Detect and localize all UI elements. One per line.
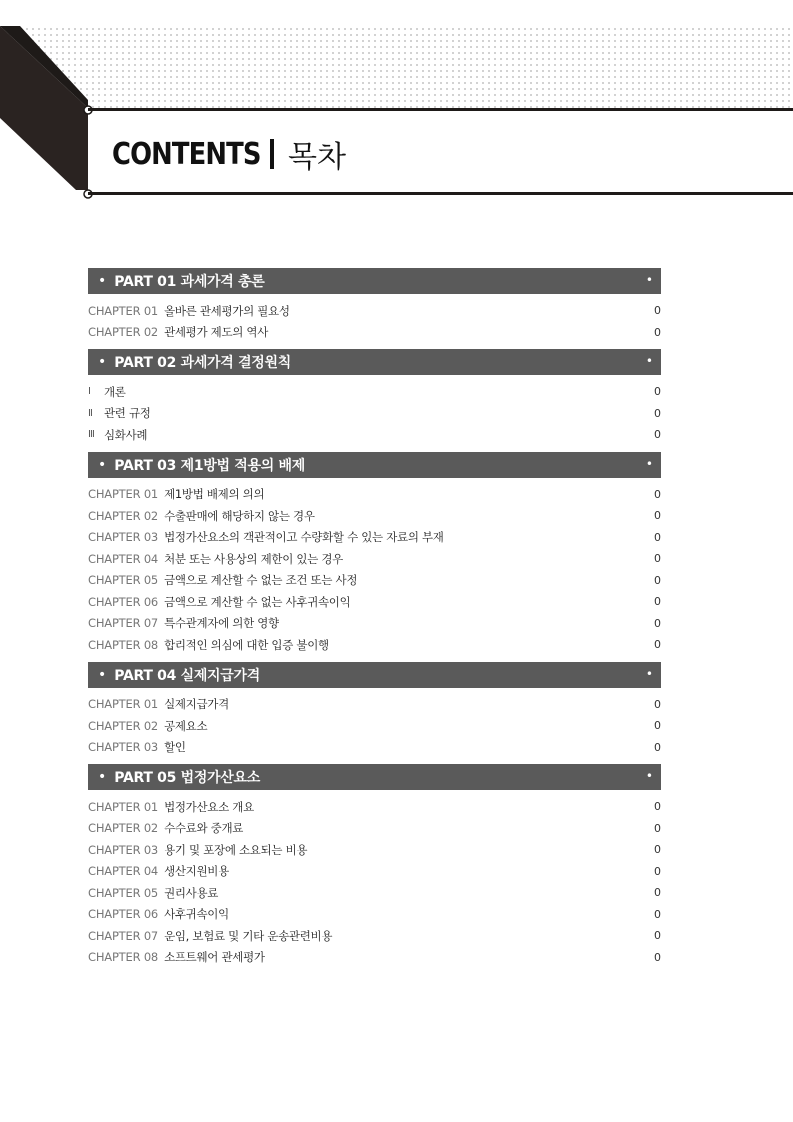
part-header[interactable] <box>88 662 661 688</box>
part-header[interactable] <box>88 349 661 375</box>
entry-title: 관세평가 제도의 역사 <box>164 325 269 340</box>
entry-title: 금액으로 계산할 수 없는 조건 또는 사정 <box>164 573 358 588</box>
page-number: 0 <box>654 843 661 856</box>
page-title-english: CONTENTS <box>112 136 261 172</box>
entry-prefix: CHAPTER 04 <box>88 551 159 566</box>
page-number: 0 <box>654 907 661 921</box>
entry-prefix: CHAPTER 07 <box>88 928 159 943</box>
toc-entry[interactable] <box>88 715 661 737</box>
page-number: 0 <box>654 950 661 964</box>
table-of-contents <box>88 268 661 974</box>
toc-entry[interactable] <box>88 505 661 527</box>
entry-prefix: CHAPTER 01 <box>88 487 159 502</box>
entry-title: 운임, 보험료 및 기타 운송관련비용 <box>164 928 333 943</box>
page-number: 0 <box>654 552 661 565</box>
entry-title: 심화사례 <box>104 427 148 442</box>
entry-title: 개론 <box>104 384 126 399</box>
toc-entry[interactable] <box>88 548 661 570</box>
page-title-korean: 목차 <box>288 140 346 175</box>
toc-entry[interactable] <box>88 947 661 969</box>
toc-entry[interactable] <box>88 818 661 840</box>
entry-title: 할인 <box>164 740 186 755</box>
page-number: 0 <box>654 428 661 441</box>
entry-title: 수출판매에 해당하지 않는 경우 <box>164 508 315 523</box>
part-header[interactable] <box>88 268 661 294</box>
page-number: 0 <box>654 697 661 711</box>
toc-entry[interactable] <box>88 484 661 506</box>
entry-title: 사후귀속이익 <box>164 907 229 922</box>
page-number: 0 <box>654 304 661 317</box>
bullet-icon: • <box>98 354 107 370</box>
entry-title: 수수료와 중개료 <box>164 821 244 836</box>
toc-entry[interactable] <box>88 527 661 549</box>
bullet-icon: • <box>98 273 107 289</box>
header-top-rule <box>88 108 793 111</box>
entry-prefix: CHAPTER 05 <box>88 885 159 900</box>
entry-prefix: CHAPTER 08 <box>88 950 159 965</box>
dot-icon: • <box>645 456 653 471</box>
entry-title: 처분 또는 사용상의 제한이 있는 경우 <box>164 551 343 566</box>
page-number: 0 <box>654 929 661 942</box>
toc-entry[interactable] <box>88 322 661 344</box>
entry-prefix: CHAPTER 04 <box>88 864 159 879</box>
entry-prefix: CHAPTER 01 <box>88 303 159 318</box>
entry-prefix: Ⅱ <box>88 407 93 419</box>
toc-entry[interactable] <box>88 591 661 613</box>
page-number: 0 <box>654 821 661 835</box>
part-title: PART 03 제1방법 적용의 배제 <box>114 457 305 474</box>
toc-entry[interactable] <box>88 796 661 818</box>
toc-entry[interactable] <box>88 882 661 904</box>
entry-prefix: CHAPTER 02 <box>88 325 159 340</box>
entry-title: 실제지급가격 <box>164 697 229 712</box>
entry-prefix: Ⅲ <box>88 429 95 441</box>
header-bottom-rule <box>88 192 793 195</box>
part-header[interactable] <box>88 764 661 790</box>
page-number: 0 <box>654 616 661 630</box>
section-spacer <box>88 968 661 974</box>
page-number: 0 <box>654 719 661 732</box>
entry-prefix: CHAPTER 03 <box>88 530 159 545</box>
entry-prefix: CHAPTER 06 <box>88 907 159 922</box>
toc-entry[interactable] <box>88 925 661 947</box>
page-number: 0 <box>654 385 661 398</box>
entry-prefix: CHAPTER 03 <box>88 842 159 857</box>
entry-title: 금액으로 계산할 수 없는 사후귀속이익 <box>164 594 351 609</box>
bullet-icon: • <box>98 456 107 473</box>
toc-entry[interactable] <box>88 570 661 592</box>
toc-entry[interactable] <box>88 904 661 926</box>
entry-prefix: Ⅰ <box>88 386 91 398</box>
dot-icon: • <box>645 769 653 783</box>
entry-title: 법정가산요소의 객관적이고 수량화할 수 있는 자료의 부재 <box>164 530 444 545</box>
part-title: PART 02 과세가격 결정원칙 <box>114 355 291 371</box>
toc-entry[interactable] <box>88 839 661 861</box>
entry-title: 올바른 관세평가의 필요성 <box>164 303 290 318</box>
part-title: PART 04 실제지급가격 <box>114 667 260 684</box>
entry-title: 권리사용료 <box>164 885 219 900</box>
part-title: PART 05 법정가산요소 <box>114 770 260 786</box>
entry-prefix: CHAPTER 02 <box>88 508 159 523</box>
entry-prefix: CHAPTER 07 <box>88 616 159 631</box>
entry-title: 법정가산요소 개요 <box>164 799 254 814</box>
entry-prefix: CHAPTER 01 <box>88 697 159 712</box>
entry-title: 관련 규정 <box>104 406 151 421</box>
page-title <box>112 132 346 176</box>
dot-icon: • <box>645 666 653 681</box>
page-number: 0 <box>654 573 661 587</box>
title-divider <box>270 139 274 169</box>
entry-title: 합리적인 의심에 대한 입증 불이행 <box>164 637 329 652</box>
toc-entry[interactable] <box>88 424 661 446</box>
page-number: 0 <box>654 325 661 339</box>
page-number: 0 <box>654 530 661 544</box>
bullet-icon: • <box>98 769 107 785</box>
entry-prefix: CHAPTER 05 <box>88 573 159 588</box>
dot-icon: • <box>645 354 653 368</box>
bullet-icon: • <box>98 666 107 683</box>
entry-prefix: CHAPTER 01 <box>88 799 159 814</box>
entry-title: 특수관계자에 의한 영향 <box>164 616 279 631</box>
entry-prefix: CHAPTER 03 <box>88 740 159 755</box>
page-number: 0 <box>654 509 661 522</box>
dot-pattern-background <box>0 26 793 108</box>
toc-entry[interactable] <box>88 694 661 716</box>
part-header[interactable] <box>88 452 661 478</box>
entry-title: 공제요소 <box>164 718 208 733</box>
entry-prefix: CHAPTER 06 <box>88 594 159 609</box>
toc-entry[interactable] <box>88 613 661 635</box>
entry-title: 생산지원비용 <box>164 864 229 879</box>
page-number: 0 <box>654 886 661 899</box>
toc-entry[interactable] <box>88 300 661 322</box>
entry-title: 소프트웨어 관세평가 <box>164 950 265 965</box>
entry-title: 용기 및 포장에 소요되는 비용 <box>164 842 308 857</box>
page-number: 0 <box>654 638 661 651</box>
entry-prefix: CHAPTER 02 <box>88 821 159 836</box>
page-number: 0 <box>654 595 661 608</box>
toc-entry[interactable] <box>88 381 661 403</box>
page-number: 0 <box>654 864 661 878</box>
page-number: 0 <box>654 487 661 501</box>
toc-entry[interactable] <box>88 634 661 656</box>
entry-title: 제1방법 배제의 의의 <box>164 487 265 502</box>
toc-entry[interactable] <box>88 861 661 883</box>
page-number: 0 <box>654 800 661 813</box>
entry-prefix: CHAPTER 02 <box>88 718 159 733</box>
part-title: PART 01 과세가격 총론 <box>114 274 265 290</box>
toc-entry[interactable] <box>88 737 661 759</box>
page-number: 0 <box>654 740 661 754</box>
dot-icon: • <box>645 273 653 287</box>
corner-decoration <box>0 0 100 210</box>
toc-entry[interactable] <box>88 403 661 425</box>
entry-prefix: CHAPTER 08 <box>88 637 159 652</box>
page-number: 0 <box>654 406 661 420</box>
